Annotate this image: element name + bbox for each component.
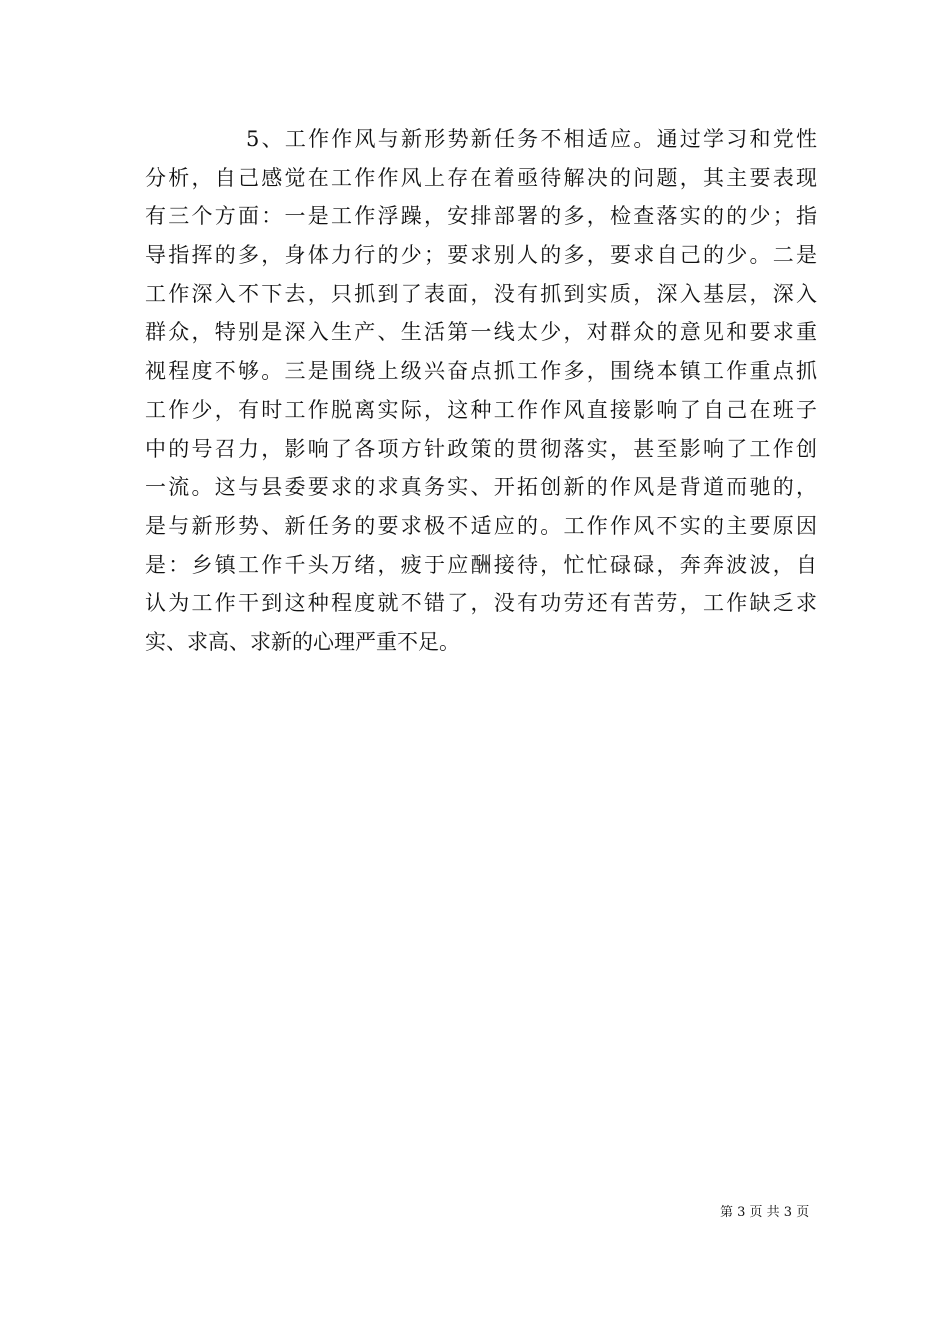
paragraph-line: 实、求高、求新的心理严重不足。	[145, 629, 460, 654]
paragraph-line: 是：乡镇工作千头万绪，疲于应酬接待，忙忙碌碌，奔奔波波，自	[145, 552, 817, 577]
page-number-footer: 第 3 页 共 3 页	[720, 1205, 810, 1220]
paragraph-line: 分析，自己感觉在工作作风上存在着亟待解决的问题，其主要表现	[145, 165, 817, 190]
paragraph-line: 工作深入不下去，只抓到了表面，没有抓到实质，深入基层，深入	[145, 281, 817, 306]
paragraph-line: 工作少，有时工作脱离实际，这种工作作风直接影响了自己在班子	[145, 397, 817, 422]
paragraph-line: 中的号召力，影响了各项方针政策的贯彻落实，甚至影响了工作创	[145, 436, 817, 461]
body-paragraph	[145, 120, 817, 662]
paragraph-line: 认为工作干到这种程度就不错了，没有功劳还有苦劳，工作缺乏求	[145, 591, 817, 616]
paragraph-line: 5、工作作风与新形势新任务不相适应。通过学习和党性	[246, 127, 817, 151]
paragraph-line: 视程度不够。三是围绕上级兴奋点抓工作多，围绕本镇工作重点抓	[145, 359, 817, 384]
paragraph-line: 有三个方面：一是工作浮躁，安排部署的多，检查落实的的少；指	[145, 204, 817, 229]
paragraph-line: 导指挥的多，身体力行的少；要求别人的多，要求自己的少。二是	[145, 243, 817, 268]
paragraph-line: 群众，特别是深入生产、生活第一线太少，对群众的意见和要求重	[145, 320, 817, 345]
paragraph-line: 一流。这与县委要求的求真务实、开拓创新的作风是背道而驰的，	[145, 475, 817, 500]
paragraph-line: 是与新形势、新任务的要求极不适应的。工作作风不实的主要原因	[145, 513, 817, 538]
